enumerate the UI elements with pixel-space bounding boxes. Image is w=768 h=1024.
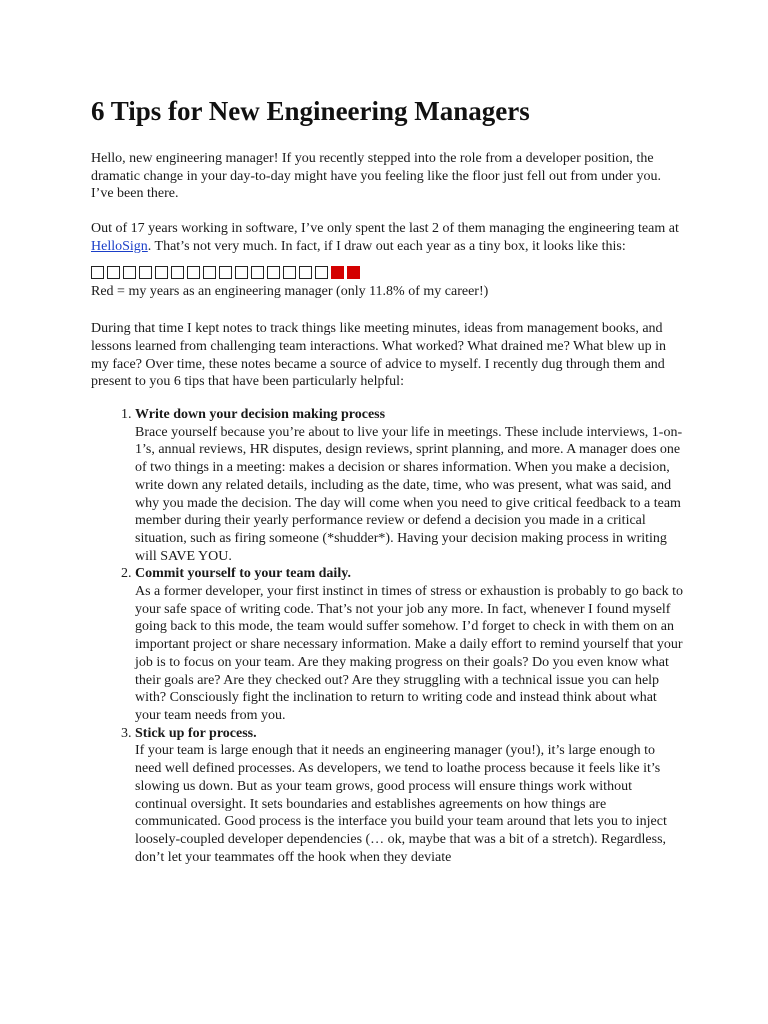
year-box <box>315 266 328 279</box>
year-box <box>139 266 152 279</box>
boxes-caption: Red = my years as an engineering manager (only 11.8% of my career!) <box>91 283 489 299</box>
year-box <box>299 266 312 279</box>
year-box <box>171 266 184 279</box>
hellosign-link[interactable]: HelloSign <box>91 238 148 254</box>
year-box <box>283 266 296 279</box>
career-text-before-link: Out of 17 years working in software, I’ve only spent the last 2 of them managing the engineering team at <box>91 221 679 237</box>
tip-title: 1. Write down your decision making process <box>135 407 386 423</box>
tips-list <box>91 406 684 866</box>
tip-title: 3. Stick up for process. <box>135 725 257 741</box>
list-item <box>135 725 684 867</box>
list-item <box>135 565 684 724</box>
year-box <box>155 266 168 279</box>
tip-body: As a former developer, your first instinct in times of stress or exhaustion is probably to go back to your safe space of writing code. That’s not your job any more. In fact, whenever I found myself going back to this mode, the team would suffer somehow. I’d forget to check in with them on an important project or share necessary information. Make a daily effort to remind yourself that your job is to focus on your team. Are they making progress on their goals? Do you even know what their goals are? Are they checked out? Are they struggling with a technical issue you can help with? Consciously fight the inclination to return to writing code and instead think about what your team needs from you. <box>135 584 684 723</box>
tip-body: Brace yourself because you’re about to live your life in meetings. These include interviews, 1-on-1’s, annual reviews, HR disputes, design reviews, sprint planning, and more. A manager does one of two things in a meeting: makes a decision or shares information. When you make a decision, write down any related details, including as the date, time, who was present, what was said, and why you made the decision. The day will come when you need to give critical feedback to a team member during their yearly performance review or defend a decision you made in a critical situation, such as firing someone (*shudder*). Having your decision making process in writing will SAVE YOU. <box>135 424 683 564</box>
career-paragraph <box>91 220 684 255</box>
year-box <box>91 266 104 279</box>
year-box <box>187 266 200 279</box>
list-item <box>135 406 684 565</box>
year-boxes <box>91 264 684 282</box>
tip-body: If your team is large enough that it needs an engineering manager (you!), it’s large enough to need well defined processes. As developers, we tend to loathe process because it feels like it’s slowing us down. But as your team grows, good process will ensure things work without continual oversight. It sets boundaries and establishes agreements on how things are communicated. Good process is the interface you build your team around that lets you to inject loosely-coupled developer dependencies (… ok, maybe that was a bit of a stretch). Regardless, don’t let your teammates off the hook when they deviate <box>135 743 667 865</box>
year-box <box>107 266 120 279</box>
year-box <box>251 266 264 279</box>
tip-title: 2. Commit yourself to your team daily. <box>135 566 351 582</box>
year-box <box>267 266 280 279</box>
year-box-manager <box>331 266 344 279</box>
year-box <box>203 266 216 279</box>
year-box <box>235 266 248 279</box>
year-box <box>123 266 136 279</box>
notes-paragraph: During that time I kept notes to track things like meeting minutes, ideas from management books, and lessons learned from challenging team interactions. What worked? What drained me? What blew up in my face? Over time, these notes became a source of advice to myself. I recently dug through them and present to you 6 tips that have been particularly helpful: <box>91 321 666 390</box>
year-box <box>219 266 232 279</box>
intro-paragraph: Hello, new engineering manager! If you recently stepped into the role from a developer position, the dramatic change in your day-to-day might have you feeling like the floor just fell out from under you. I’ve been there. <box>91 151 661 202</box>
page-title: 6 Tips for New Engineering Managers <box>91 96 530 126</box>
year-box-manager <box>347 266 360 279</box>
career-text-after-link: . That’s not very much. In fact, if I draw out each year as a tiny box, it looks like this: <box>147 238 626 254</box>
